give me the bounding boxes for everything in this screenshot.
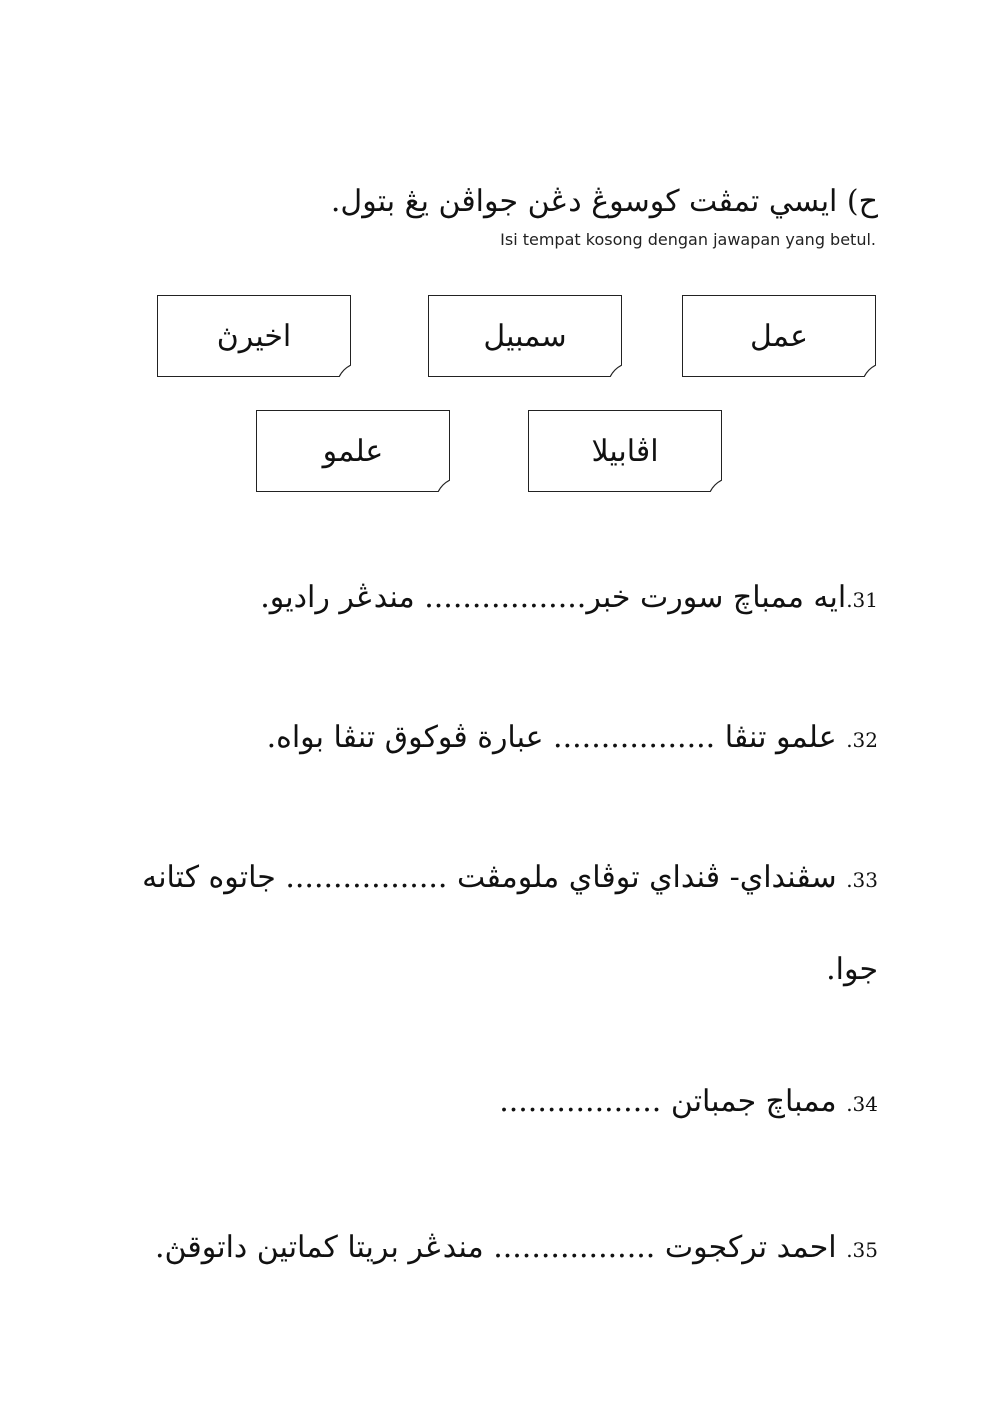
- question-34: [499, 1080, 878, 1126]
- word-card: [682, 295, 876, 377]
- word-card-label: علمو: [322, 433, 384, 469]
- page-curl-icon: [864, 365, 876, 377]
- question-text: علمو تنڤا ................. عبارة ڤوكوق تنڤا بواه.: [266, 720, 837, 755]
- instruction-text: ايسي تمڤت كوسوڠ دڠن جواڤن يڠ بتول.: [330, 184, 838, 219]
- instruction-heading: [331, 180, 878, 224]
- question-number: 34.: [846, 1092, 878, 1116]
- question-31: [260, 576, 878, 622]
- question-35: [155, 1226, 878, 1272]
- page-curl-icon: [610, 365, 622, 377]
- question-32: [267, 716, 878, 762]
- word-card-label: اڤابيلا: [591, 433, 659, 469]
- question-text: سڤنداي- ڤنداي توڤاي ملومڤت ................. جاتوه كتانه: [142, 860, 837, 895]
- question-number: 32.: [846, 728, 878, 752]
- instruction-prefix: ح): [846, 184, 878, 219]
- word-card: [528, 410, 722, 492]
- word-card: [157, 295, 351, 377]
- question-text: ممباچ جمباتن .................: [499, 1084, 837, 1119]
- question-number: 35.: [846, 1238, 878, 1262]
- word-card: [428, 295, 622, 377]
- page-curl-icon: [710, 480, 722, 492]
- question-33-continuation: جوا.: [826, 952, 878, 987]
- question-text: ايه ممباچ سورت خبر................. مندڠر راديو.: [260, 580, 847, 615]
- question-33: [142, 856, 878, 902]
- instruction-translation: Isi tempat kosong dengan jawapan yang betul.: [500, 230, 876, 249]
- word-card-label: سمبيل: [483, 318, 567, 354]
- word-card: [256, 410, 450, 492]
- question-number: 33.: [846, 868, 878, 892]
- word-card-label: عمل: [750, 318, 808, 354]
- question-number: 31.: [846, 588, 878, 612]
- page-curl-icon: [339, 365, 351, 377]
- page-curl-icon: [438, 480, 450, 492]
- question-text: احمد تركجوت ................. مندڠر بريتا كماتين داتوقڽ.: [155, 1230, 837, 1265]
- word-card-label: اخيرڽ: [216, 318, 292, 354]
